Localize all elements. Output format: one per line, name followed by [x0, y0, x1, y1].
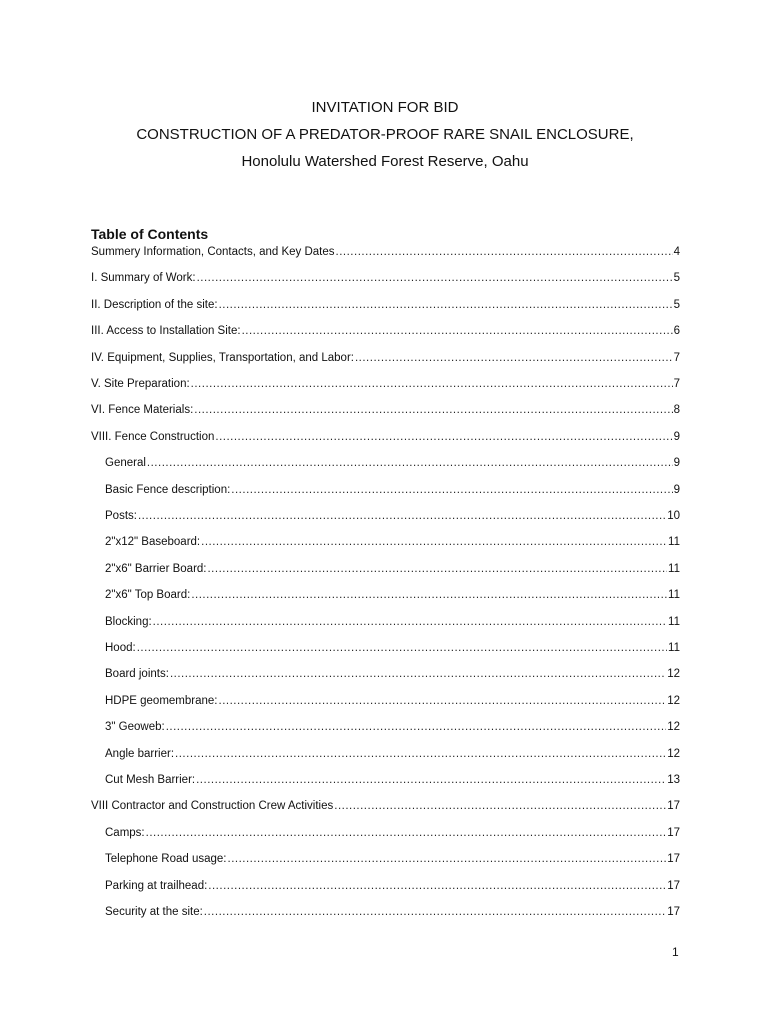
toc-entry[interactable]	[91, 376, 680, 392]
toc-leader-dots	[228, 851, 667, 867]
toc-leader-dots	[207, 561, 667, 577]
toc-entry-page: 4	[673, 246, 680, 258]
toc-entry-page: 7	[673, 378, 680, 390]
toc-leader-dots	[137, 640, 667, 656]
toc-entry-page: 10	[667, 510, 680, 522]
toc-leader-dots	[215, 429, 672, 445]
toc-entry[interactable]	[91, 350, 680, 366]
toc-entry[interactable]	[105, 825, 680, 841]
toc-entry-label: Security at the site:	[105, 906, 203, 918]
toc-entry-label: VIII. Fence Construction	[91, 430, 215, 443]
toc-entry-label: Posts:	[105, 510, 137, 522]
toc-entry[interactable]	[105, 878, 680, 894]
toc-entry-label: IV. Equipment, Supplies, Transportation, and Labor:	[91, 351, 354, 364]
toc-entry[interactable]	[105, 508, 680, 524]
toc-heading: Table of Contents	[91, 226, 209, 242]
toc-entry-label: I. Summary of Work:	[91, 272, 196, 285]
toc-entry-page: 7	[673, 351, 680, 364]
toc-entry-label: General	[105, 457, 146, 470]
toc-entry[interactable]	[91, 798, 680, 814]
toc-entry[interactable]	[105, 482, 680, 498]
toc-entry-page: 12	[667, 747, 680, 760]
toc-entry-label: Board joints:	[105, 668, 169, 681]
toc-entry-label: Angle barrier:	[105, 747, 175, 760]
toc-entry-label: VI. Fence Materials:	[91, 404, 194, 417]
toc-leader-dots	[336, 244, 673, 260]
toc-entry[interactable]	[91, 270, 680, 286]
toc-leader-dots	[153, 614, 667, 630]
toc-entry-label: Basic Fence description:	[105, 483, 231, 496]
toc-entry[interactable]	[105, 614, 680, 630]
toc-entry-label: 2"x12" Baseboard:	[105, 536, 201, 549]
toc-entry-page: 13	[667, 774, 680, 786]
toc-leader-dots	[204, 904, 666, 920]
toc-entry-page: 9	[673, 457, 680, 470]
toc-leader-dots	[166, 719, 667, 735]
toc-entry-page: 11	[668, 589, 680, 602]
toc-entry-page: 5	[673, 298, 680, 311]
toc-entry-page: 17	[667, 879, 680, 892]
toc-leader-dots	[231, 482, 672, 498]
toc-entry-page: 17	[667, 800, 680, 813]
toc-entry-label: HDPE geomembrane:	[105, 694, 218, 707]
toc-entry[interactable]	[105, 455, 680, 471]
toc-entry-label: 2"x6" Top Board:	[105, 589, 191, 602]
toc-leader-dots	[146, 825, 667, 841]
toc-leader-dots	[196, 772, 666, 788]
toc-entry-page: 9	[673, 430, 680, 443]
toc-entry-label: Blocking:	[105, 615, 152, 628]
toc-entry-page: 11	[668, 562, 680, 575]
toc-entry[interactable]	[91, 402, 680, 418]
toc-leader-dots	[197, 270, 673, 286]
title-line-1: INVITATION FOR BID	[311, 99, 459, 116]
toc-entry-label: Camps:	[105, 826, 145, 839]
toc-entry-page: 11	[668, 615, 680, 628]
toc-entry-label: III. Access to Installation Site:	[91, 325, 241, 338]
toc-leader-dots	[191, 376, 673, 392]
toc-entry-label: Hood:	[105, 642, 136, 654]
toc-entry-label: Summery Information, Contacts, and Key Dates	[91, 246, 335, 258]
toc-entry-label: Parking at trailhead:	[105, 879, 208, 892]
toc-leader-dots	[147, 455, 673, 471]
title-line-2: CONSTRUCTION OF A PREDATOR-PROOF RARE SNAIL ENCLOSURE,	[136, 126, 634, 143]
toc-entry-label: VIII Contractor and Construction Crew Activities	[91, 800, 334, 813]
toc-leader-dots	[170, 666, 666, 682]
toc-entry[interactable]	[91, 429, 680, 445]
toc-entry-label: 3" Geoweb:	[105, 721, 165, 734]
toc-entry-label: Telephone Road usage:	[105, 853, 227, 866]
toc-entry[interactable]	[105, 534, 680, 550]
toc-leader-dots	[191, 587, 667, 603]
toc-entry[interactable]	[105, 561, 680, 577]
toc-leader-dots	[242, 323, 673, 339]
toc-entry[interactable]	[105, 666, 680, 682]
toc-entry-page: 8	[673, 404, 680, 417]
toc-entry[interactable]	[105, 693, 680, 709]
toc-leader-dots	[355, 350, 673, 366]
toc-leader-dots	[201, 534, 667, 550]
toc-entry-page: 9	[673, 483, 680, 496]
toc-leader-dots	[208, 878, 666, 894]
toc-entry-label: V. Site Preparation:	[91, 378, 190, 390]
toc-leader-dots	[194, 402, 672, 418]
toc-leader-dots	[219, 693, 667, 709]
toc-entry-label: 2"x6" Barrier Board:	[105, 562, 207, 575]
toc-entry[interactable]	[105, 851, 680, 867]
toc-entry-label: Cut Mesh Barrier:	[105, 774, 196, 786]
toc-entry[interactable]	[105, 904, 680, 920]
toc-entry[interactable]	[105, 719, 680, 735]
title-line-3: Honolulu Watershed Forest Reserve, Oahu	[241, 153, 529, 170]
toc-entry[interactable]	[105, 640, 680, 656]
toc-entry[interactable]	[91, 323, 680, 339]
page-number: 1	[672, 945, 679, 959]
toc-entry-page: 6	[673, 325, 680, 338]
toc-leader-dots	[334, 798, 666, 814]
toc-entry-page: 12	[667, 694, 680, 707]
toc-entry[interactable]	[105, 587, 680, 603]
toc-entry-page: 11	[668, 642, 680, 654]
title-block	[0, 100, 770, 181]
toc-entry[interactable]	[91, 297, 680, 313]
toc-entry-page: 17	[667, 853, 680, 866]
toc-leader-dots	[138, 508, 666, 524]
toc-entry-page: 5	[673, 272, 680, 285]
toc-entry-page: 12	[667, 721, 680, 734]
toc-entry-page: 12	[667, 668, 680, 681]
toc-entry-label: II. Description of the site:	[91, 298, 218, 311]
toc-entry-page: 11	[668, 536, 680, 549]
toc-entry-page: 17	[667, 826, 680, 839]
toc-leader-dots	[219, 297, 673, 313]
toc-entry-page: 17	[667, 906, 680, 918]
toc-leader-dots	[175, 746, 666, 762]
toc-entry[interactable]	[105, 772, 680, 788]
toc-entry[interactable]	[105, 746, 680, 762]
toc-entry[interactable]	[91, 244, 680, 260]
